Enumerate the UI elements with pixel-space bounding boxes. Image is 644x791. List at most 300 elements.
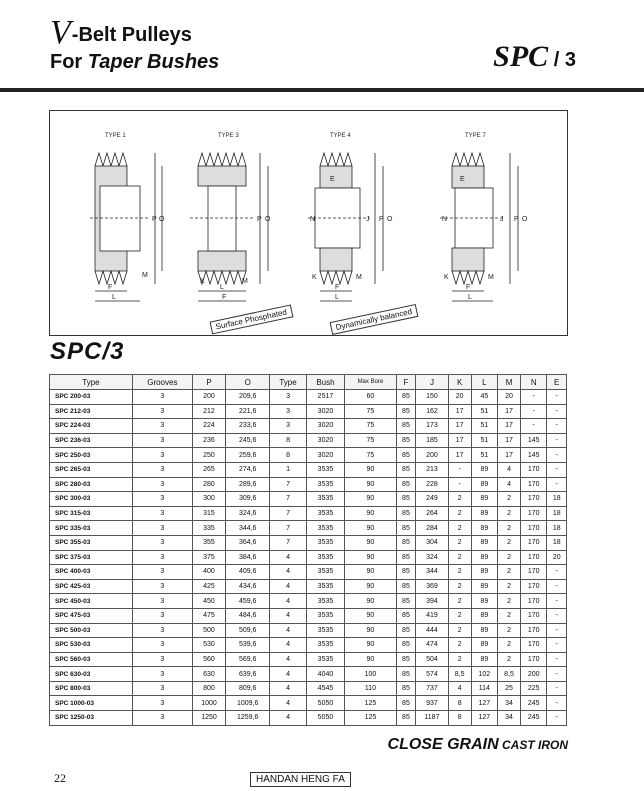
- table-cell: 90: [345, 462, 397, 477]
- table-cell: 145: [521, 433, 547, 448]
- table-cell: 221,6: [226, 404, 270, 419]
- table-cell: 170: [521, 594, 547, 609]
- table-cell: 3535: [306, 608, 344, 623]
- table-cell: -: [547, 565, 567, 580]
- table-cell: 2: [448, 550, 471, 565]
- table-header-row: [50, 375, 567, 390]
- table-row: [50, 594, 567, 609]
- table-cell: 185: [416, 433, 449, 448]
- table-cell: 233,6: [226, 419, 270, 434]
- title-main: -Belt Pulleys: [71, 24, 192, 46]
- table-cell: 170: [521, 565, 547, 580]
- table-cell: 265: [192, 462, 225, 477]
- table-cell: 85: [396, 550, 415, 565]
- svg-text:F: F: [222, 294, 227, 301]
- table-row: [50, 696, 567, 711]
- table-cell: 425: [192, 579, 225, 594]
- table-cell: 7: [270, 521, 307, 536]
- table-cell: 409,6: [226, 565, 270, 580]
- column-header: F: [396, 375, 415, 390]
- svg-text:L: L: [220, 284, 224, 291]
- table-cell: 8,5: [448, 667, 471, 682]
- table-cell: 1187: [416, 711, 449, 726]
- table-cell: 75: [345, 448, 397, 463]
- table-cell: 18: [547, 492, 567, 507]
- type-cell: SPC 375-03: [50, 550, 133, 565]
- table-row: [50, 565, 567, 580]
- table-cell: 484,6: [226, 608, 270, 623]
- svg-text:K: K: [444, 274, 449, 281]
- table-cell: 245: [521, 711, 547, 726]
- table-cell: 4: [270, 711, 307, 726]
- table-cell: 2: [448, 652, 471, 667]
- table-cell: 125: [345, 696, 397, 711]
- type1-label: TYPE 1: [105, 133, 126, 139]
- table-cell: 300: [192, 492, 225, 507]
- table-cell: 170: [521, 638, 547, 653]
- svg-text:J: J: [500, 216, 504, 223]
- type-cell: SPC 315-03: [50, 506, 133, 521]
- table-row: [50, 390, 567, 405]
- table-cell: 630: [192, 667, 225, 682]
- table-cell: 4: [270, 638, 307, 653]
- table-cell: 2: [498, 521, 521, 536]
- table-cell: 18: [547, 535, 567, 550]
- svg-text:L: L: [468, 294, 472, 301]
- column-header: L: [471, 375, 497, 390]
- table-row: [50, 550, 567, 565]
- table-cell: 3: [132, 681, 192, 696]
- table-cell: 127: [471, 711, 497, 726]
- table-cell: 3: [132, 419, 192, 434]
- table-cell: 90: [345, 521, 397, 536]
- table-cell: -: [547, 681, 567, 696]
- table-row: [50, 711, 567, 726]
- table-cell: 250: [192, 448, 225, 463]
- table-row: [50, 404, 567, 419]
- table-cell: 2: [448, 506, 471, 521]
- table-cell: 3535: [306, 565, 344, 580]
- table-cell: 937: [416, 696, 449, 711]
- table-cell: 3535: [306, 462, 344, 477]
- table-cell: 100: [345, 667, 397, 682]
- table-cell: -: [547, 638, 567, 653]
- column-header: Grooves: [132, 375, 192, 390]
- table-cell: 530: [192, 638, 225, 653]
- type3-label: TYPE 3: [218, 133, 239, 139]
- table-cell: 245,6: [226, 433, 270, 448]
- table-cell: 4: [270, 623, 307, 638]
- table-cell: -: [547, 448, 567, 463]
- table-cell: 90: [345, 623, 397, 638]
- table-cell: -: [521, 404, 547, 419]
- svg-text:O: O: [522, 216, 528, 223]
- table-cell: 3: [132, 492, 192, 507]
- table-cell: 225: [521, 681, 547, 696]
- table-cell: 75: [345, 433, 397, 448]
- svg-text:N: N: [442, 216, 448, 223]
- table-cell: 2: [448, 535, 471, 550]
- column-header: P: [192, 375, 225, 390]
- type-cell: SPC 212-03: [50, 404, 133, 419]
- table-cell: 3535: [306, 535, 344, 550]
- table-cell: 85: [396, 667, 415, 682]
- table-cell: 85: [396, 623, 415, 638]
- table-cell: 90: [345, 506, 397, 521]
- table-cell: 20: [448, 390, 471, 405]
- table-cell: 90: [345, 608, 397, 623]
- table-cell: 90: [345, 535, 397, 550]
- table-cell: 400: [192, 565, 225, 580]
- table-cell: 85: [396, 594, 415, 609]
- table-cell: 4545: [306, 681, 344, 696]
- svg-text:O: O: [159, 216, 165, 223]
- table-cell: 504: [416, 652, 449, 667]
- table-cell: 213: [416, 462, 449, 477]
- svg-text:M: M: [142, 272, 148, 279]
- table-cell: -: [521, 419, 547, 434]
- type-cell: SPC 630-03: [50, 667, 133, 682]
- table-cell: 3: [132, 594, 192, 609]
- table-cell: 2: [498, 638, 521, 653]
- table-cell: 85: [396, 579, 415, 594]
- column-header: Type: [50, 375, 133, 390]
- svg-text:P: P: [514, 216, 519, 223]
- table-row: [50, 419, 567, 434]
- table-cell: 2: [498, 506, 521, 521]
- table-cell: 315: [192, 506, 225, 521]
- table-cell: 1259,6: [226, 711, 270, 726]
- table-cell: 34: [498, 696, 521, 711]
- table-cell: 475: [192, 608, 225, 623]
- svg-text:N: N: [310, 216, 316, 223]
- table-cell: 259,6: [226, 448, 270, 463]
- table-cell: 145: [521, 448, 547, 463]
- svg-text:P: P: [152, 216, 157, 223]
- table-cell: 170: [521, 521, 547, 536]
- svg-text:K: K: [312, 274, 317, 281]
- table-cell: 75: [345, 419, 397, 434]
- surface-phosphated-stamp: Surface Phosphated: [210, 305, 293, 335]
- close-grain-text: CLOSE GRAIN: [387, 736, 499, 753]
- table-cell: 8: [448, 711, 471, 726]
- table-cell: 3: [132, 608, 192, 623]
- table-cell: 17: [448, 404, 471, 419]
- table-cell: 3: [132, 462, 192, 477]
- table-cell: 459,6: [226, 594, 270, 609]
- table-cell: 85: [396, 681, 415, 696]
- svg-text:O: O: [265, 216, 271, 223]
- table-cell: 3535: [306, 550, 344, 565]
- table-cell: 2: [448, 638, 471, 653]
- table-cell: -: [547, 477, 567, 492]
- table-cell: 18: [547, 521, 567, 536]
- table-cell: 2: [498, 594, 521, 609]
- series-code: [493, 40, 576, 74]
- table-row: [50, 492, 567, 507]
- table-cell: 34: [498, 711, 521, 726]
- table-cell: 170: [521, 492, 547, 507]
- table-cell: 60: [345, 390, 397, 405]
- table-row: [50, 506, 567, 521]
- table-cell: 85: [396, 448, 415, 463]
- column-header: M: [498, 375, 521, 390]
- svg-text:M: M: [356, 274, 362, 281]
- type1-drawing: [90, 153, 162, 301]
- svg-text:K: K: [200, 278, 205, 285]
- table-cell: 245: [521, 696, 547, 711]
- close-grain-note: [388, 736, 568, 754]
- table-cell: 384,6: [226, 550, 270, 565]
- table-cell: 569,6: [226, 652, 270, 667]
- table-cell: 200: [192, 390, 225, 405]
- table-cell: 800: [192, 681, 225, 696]
- table-cell: 3535: [306, 521, 344, 536]
- table-cell: 89: [471, 652, 497, 667]
- table-cell: 375: [192, 550, 225, 565]
- table-cell: 2: [498, 623, 521, 638]
- type-cell: SPC 400-03: [50, 565, 133, 580]
- table-cell: -: [547, 652, 567, 667]
- table-cell: 85: [396, 477, 415, 492]
- table-cell: 2: [448, 579, 471, 594]
- type-cell: SPC 475-03: [50, 608, 133, 623]
- table-cell: 3: [132, 550, 192, 565]
- type-cell: SPC 224-03: [50, 419, 133, 434]
- table-cell: 90: [345, 477, 397, 492]
- table-cell: 1250: [192, 711, 225, 726]
- table-cell: 20: [498, 390, 521, 405]
- title-v-letter: V: [50, 14, 71, 51]
- table-cell: 355: [192, 535, 225, 550]
- table-cell: 264: [416, 506, 449, 521]
- table-cell: 85: [396, 711, 415, 726]
- table-cell: 5050: [306, 711, 344, 726]
- table-cell: 173: [416, 419, 449, 434]
- table-cell: 51: [471, 419, 497, 434]
- table-cell: 75: [345, 404, 397, 419]
- type-cell: SPC 425-03: [50, 579, 133, 594]
- svg-text:E: E: [460, 176, 465, 183]
- table-cell: 89: [471, 638, 497, 653]
- table-cell: 170: [521, 652, 547, 667]
- series-code-suffix: / 3: [548, 49, 576, 71]
- table-cell: 170: [521, 608, 547, 623]
- table-row: [50, 652, 567, 667]
- table-cell: 7: [270, 492, 307, 507]
- table-cell: 3: [132, 638, 192, 653]
- svg-text:E: E: [330, 176, 335, 183]
- series-code-main: SPC: [493, 40, 549, 73]
- table-cell: 7: [270, 477, 307, 492]
- table-cell: 90: [345, 652, 397, 667]
- table-cell: 3020: [306, 448, 344, 463]
- table-cell: 2: [498, 535, 521, 550]
- table-cell: -: [547, 390, 567, 405]
- table-cell: 3: [132, 696, 192, 711]
- table-cell: 284: [416, 521, 449, 536]
- table-cell: -: [547, 404, 567, 419]
- table-cell: -: [547, 696, 567, 711]
- table-cell: 90: [345, 565, 397, 580]
- table-cell: 170: [521, 579, 547, 594]
- table-cell: 4: [498, 462, 521, 477]
- svg-text:F: F: [108, 284, 113, 291]
- table-cell: 3: [132, 579, 192, 594]
- table-cell: 89: [471, 492, 497, 507]
- table-cell: 2: [448, 623, 471, 638]
- table-cell: 89: [471, 462, 497, 477]
- table-cell: 344,6: [226, 521, 270, 536]
- type7-drawing: [440, 153, 518, 301]
- table-cell: -: [448, 477, 471, 492]
- table-cell: 2: [448, 594, 471, 609]
- table-cell: 209,6: [226, 390, 270, 405]
- table-cell: 89: [471, 521, 497, 536]
- table-cell: 574: [416, 667, 449, 682]
- table-cell: 3: [132, 623, 192, 638]
- table-cell: 236: [192, 433, 225, 448]
- column-header: O: [226, 375, 270, 390]
- table-cell: 200: [521, 667, 547, 682]
- table-cell: 3535: [306, 652, 344, 667]
- table-cell: 3020: [306, 404, 344, 419]
- table-cell: 90: [345, 579, 397, 594]
- type-cell: SPC 355-03: [50, 535, 133, 550]
- table-cell: 3020: [306, 433, 344, 448]
- table-cell: 25: [498, 681, 521, 696]
- table-cell: 434,6: [226, 579, 270, 594]
- table-cell: 4: [270, 681, 307, 696]
- type-cell: SPC 1250-03: [50, 711, 133, 726]
- table-cell: 2: [498, 579, 521, 594]
- table-cell: 90: [345, 492, 397, 507]
- table-cell: 364,6: [226, 535, 270, 550]
- type-cell: SPC 300-03: [50, 492, 133, 507]
- table-cell: 809,6: [226, 681, 270, 696]
- table-cell: 3535: [306, 638, 344, 653]
- table-cell: 2: [498, 492, 521, 507]
- svg-text:F: F: [466, 284, 471, 291]
- svg-text:L: L: [335, 294, 339, 301]
- table-cell: 170: [521, 550, 547, 565]
- table-cell: 51: [471, 433, 497, 448]
- table-cell: 3: [132, 535, 192, 550]
- table-cell: 2: [498, 608, 521, 623]
- svg-text:J: J: [366, 216, 370, 223]
- table-cell: 4: [270, 565, 307, 580]
- table-cell: 3535: [306, 492, 344, 507]
- table-cell: 344: [416, 565, 449, 580]
- table-cell: 85: [396, 565, 415, 580]
- table-cell: 3535: [306, 477, 344, 492]
- table-cell: 90: [345, 550, 397, 565]
- table-cell: 212: [192, 404, 225, 419]
- table-cell: 1000: [192, 696, 225, 711]
- table-cell: 3: [132, 521, 192, 536]
- table-cell: 249: [416, 492, 449, 507]
- table-cell: 85: [396, 404, 415, 419]
- table-cell: 17: [448, 419, 471, 434]
- table-row: [50, 448, 567, 463]
- table-cell: 85: [396, 390, 415, 405]
- table-cell: 85: [396, 535, 415, 550]
- table-cell: 3: [132, 711, 192, 726]
- table-cell: 85: [396, 419, 415, 434]
- table-cell: 170: [521, 477, 547, 492]
- table-cell: 3: [270, 404, 307, 419]
- table-cell: 2: [448, 521, 471, 536]
- table-row: [50, 623, 567, 638]
- table-cell: 3: [270, 390, 307, 405]
- table-cell: 4040: [306, 667, 344, 682]
- type-cell: SPC 200-03: [50, 390, 133, 405]
- table-cell: 394: [416, 594, 449, 609]
- table-cell: 170: [521, 506, 547, 521]
- type4-label: TYPE 4: [330, 133, 351, 139]
- table-row: [50, 433, 567, 448]
- type7-label: TYPE 7: [465, 133, 486, 139]
- column-header: Bush: [306, 375, 344, 390]
- table-cell: 150: [416, 390, 449, 405]
- table-cell: -: [547, 579, 567, 594]
- table-cell: 280: [192, 477, 225, 492]
- table-row: [50, 608, 567, 623]
- table-cell: 51: [471, 448, 497, 463]
- table-cell: 2: [448, 565, 471, 580]
- table-row: [50, 477, 567, 492]
- table-cell: 4: [270, 652, 307, 667]
- table-cell: 3: [132, 404, 192, 419]
- table-cell: 17: [498, 419, 521, 434]
- table-cell: 4: [270, 550, 307, 565]
- table-cell: 3: [270, 419, 307, 434]
- svg-text:M: M: [488, 274, 494, 281]
- table-cell: 85: [396, 506, 415, 521]
- table-cell: 737: [416, 681, 449, 696]
- table-cell: 90: [345, 638, 397, 653]
- table-cell: 85: [396, 462, 415, 477]
- table-cell: 3: [132, 565, 192, 580]
- table-cell: 8: [270, 448, 307, 463]
- table-cell: 560: [192, 652, 225, 667]
- table-cell: 639,6: [226, 667, 270, 682]
- table-cell: 85: [396, 521, 415, 536]
- table-cell: 7: [270, 535, 307, 550]
- table-cell: 89: [471, 608, 497, 623]
- table-cell: -: [547, 419, 567, 434]
- table-body: [50, 390, 567, 726]
- table-cell: 4: [270, 696, 307, 711]
- table-cell: 3: [132, 506, 192, 521]
- table-cell: 90: [345, 594, 397, 609]
- table-row: [50, 462, 567, 477]
- table-cell: -: [547, 623, 567, 638]
- table-cell: 1009,6: [226, 696, 270, 711]
- table-cell: 200: [416, 448, 449, 463]
- table-cell: 4: [270, 579, 307, 594]
- type-cell: SPC 265-03: [50, 462, 133, 477]
- table-cell: 8: [448, 696, 471, 711]
- table-cell: 170: [521, 535, 547, 550]
- table-cell: 4: [270, 667, 307, 682]
- svg-text:L: L: [112, 294, 116, 301]
- pulley-drawings: [50, 111, 567, 335]
- svg-text:P: P: [379, 216, 384, 223]
- table-cell: 89: [471, 579, 497, 594]
- table-cell: -: [547, 608, 567, 623]
- column-header: Type: [270, 375, 307, 390]
